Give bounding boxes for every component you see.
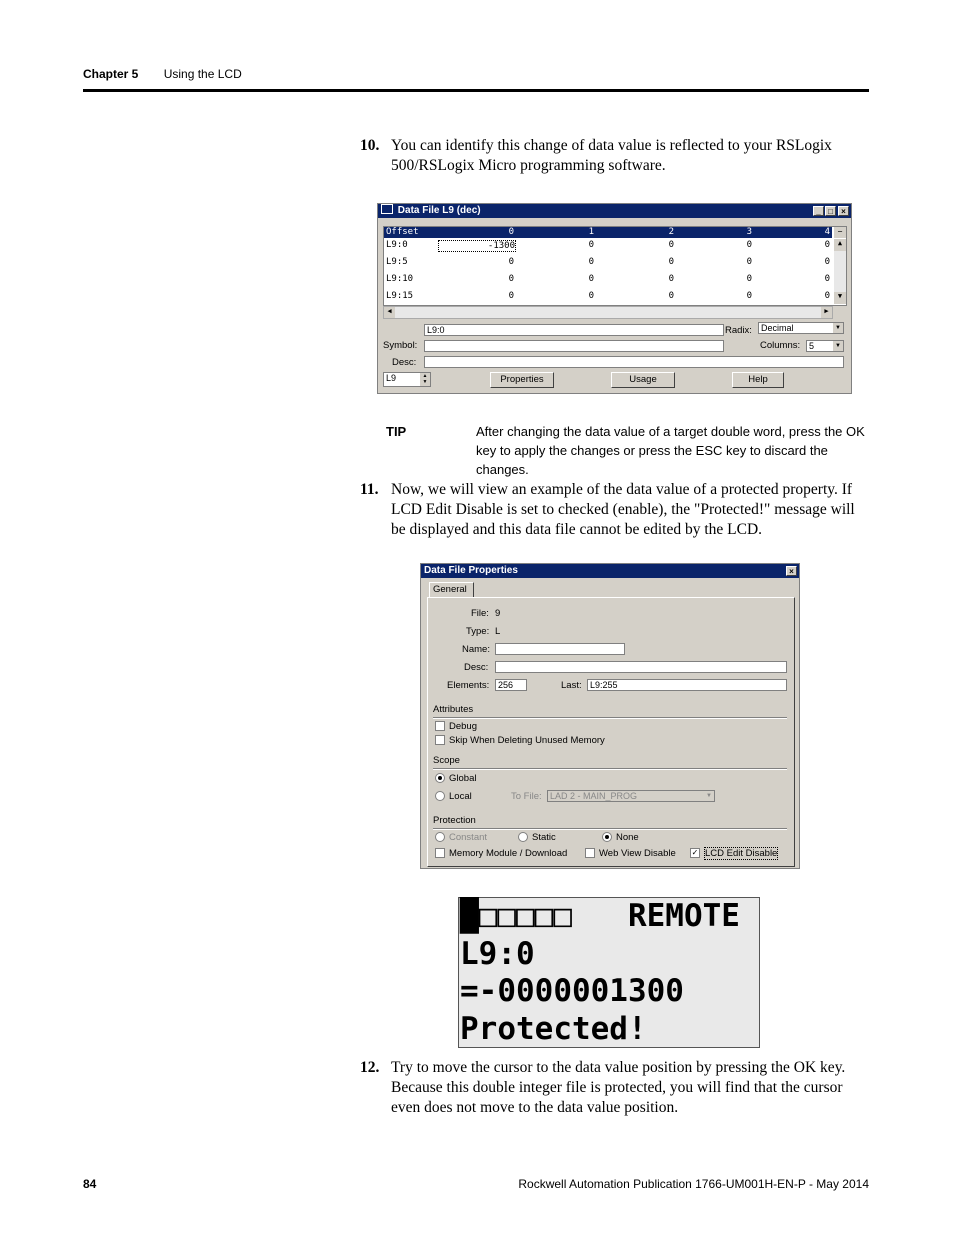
attributes-section-label: Attributes bbox=[433, 704, 474, 715]
radio-icon bbox=[435, 832, 445, 842]
data-grid bbox=[383, 226, 847, 306]
selected-cell[interactable]: -1300 bbox=[438, 240, 516, 252]
grid-cell[interactable]: 0 bbox=[588, 291, 594, 301]
data-file-window bbox=[377, 203, 852, 394]
checkbox-icon bbox=[585, 848, 595, 858]
to-file-select bbox=[547, 790, 715, 802]
maximize-icon[interactable]: □ bbox=[825, 206, 836, 216]
checkbox-icon bbox=[435, 848, 445, 858]
tab-general[interactable]: General bbox=[429, 582, 474, 597]
web-view-label: Web View Disable bbox=[599, 848, 676, 859]
lcd-edit-disable-checkbox[interactable] bbox=[690, 848, 778, 859]
grid-cell[interactable]: 0 bbox=[668, 274, 674, 284]
step-11 bbox=[360, 480, 872, 540]
table-row bbox=[384, 274, 832, 290]
grid-header-cell: 1 bbox=[588, 227, 594, 237]
elements-label: Elements: bbox=[447, 680, 490, 691]
grid-cell[interactable]: 0 bbox=[508, 257, 514, 267]
grid-cell[interactable]: 0 bbox=[824, 240, 830, 250]
lcd-edit-label: LCD Edit Disable bbox=[705, 848, 778, 859]
radix-label: Radix: bbox=[725, 325, 752, 336]
window-title: Data File L9 (dec) bbox=[397, 205, 481, 216]
step-number: 12. bbox=[360, 1059, 380, 1076]
to-file-value: LAD 2 - MAIN_PROG bbox=[550, 791, 638, 801]
skip-label: Skip When Deleting Unused Memory bbox=[449, 735, 605, 746]
running-header bbox=[83, 67, 242, 81]
grid-cell[interactable]: 0 bbox=[746, 240, 752, 250]
memory-module-label: Memory Module / Download bbox=[449, 848, 568, 859]
file-label: File: bbox=[471, 608, 489, 619]
name-label: Name: bbox=[462, 644, 490, 655]
scope-section-label: Scope bbox=[433, 755, 460, 766]
radio-icon bbox=[518, 832, 528, 842]
chevron-down-icon[interactable]: ▼ bbox=[833, 323, 843, 333]
global-label: Global bbox=[449, 773, 477, 784]
scroll-right-icon[interactable]: ▶ bbox=[821, 307, 832, 318]
desc-field[interactable] bbox=[495, 661, 787, 673]
columns-value: 5 bbox=[809, 341, 815, 351]
vertical-scrollbar[interactable] bbox=[834, 239, 846, 304]
grid-cell[interactable]: 0 bbox=[508, 274, 514, 284]
address-field[interactable]: L9:0 bbox=[424, 324, 724, 336]
publication-info: Rockwell Automation Publication 1766-UM001H-EN-P - May 2014 bbox=[518, 1177, 869, 1191]
row-address: L9:15 bbox=[386, 291, 414, 301]
grid-header-row bbox=[384, 227, 832, 238]
tab-panel bbox=[427, 597, 795, 867]
tip-label: TIP bbox=[386, 424, 407, 439]
lcd-line-1: █□□□□□ REMOTE bbox=[460, 898, 740, 934]
scroll-up-icon[interactable]: ▲ bbox=[834, 239, 846, 251]
grid-cell[interactable]: 0 bbox=[588, 274, 594, 284]
column-split-icon[interactable]: − bbox=[834, 227, 846, 238]
data-file-properties-window bbox=[420, 563, 800, 869]
properties-titlebar bbox=[421, 564, 799, 578]
grid-header-cell: 2 bbox=[668, 227, 674, 237]
grid-cell[interactable]: 0 bbox=[824, 257, 830, 267]
chevron-down-icon[interactable]: ▼ bbox=[833, 341, 843, 351]
step-10 bbox=[360, 136, 872, 176]
grid-cell[interactable]: 0 bbox=[746, 291, 752, 301]
columns-label: Columns: bbox=[760, 340, 801, 351]
window-icon bbox=[381, 204, 393, 214]
section-divider bbox=[433, 717, 787, 719]
close-icon[interactable]: × bbox=[838, 206, 849, 216]
type-value: L bbox=[495, 626, 501, 637]
grid-cell[interactable]: 0 bbox=[668, 291, 674, 301]
radio-selected-icon bbox=[602, 832, 612, 842]
global-radio[interactable] bbox=[435, 773, 476, 784]
section-divider bbox=[433, 828, 787, 830]
grid-cell[interactable]: 0 bbox=[588, 257, 594, 267]
table-row bbox=[384, 257, 832, 273]
local-label: Local bbox=[449, 791, 472, 802]
last-label: Last: bbox=[561, 680, 582, 691]
step-12 bbox=[360, 1058, 872, 1118]
checkmark-icon: ✓ bbox=[691, 848, 699, 858]
lcd-line-2: L9:0 bbox=[460, 935, 535, 972]
type-label: Type: bbox=[466, 626, 490, 637]
last-field: L9:255 bbox=[587, 679, 787, 691]
protection-section-label: Protection bbox=[433, 815, 476, 826]
close-icon[interactable]: × bbox=[786, 566, 797, 576]
scroll-left-icon[interactable]: ◀ bbox=[384, 307, 395, 318]
step-number: 11. bbox=[360, 481, 379, 498]
step-text: Now, we will view an example of the data value of a protected property. If LCD Edit Disable is set to checked (enable), the "Protected!" message will be displayed and this data file cannot be edited by the LCD. bbox=[391, 481, 855, 538]
minimize-icon[interactable]: _ bbox=[813, 206, 824, 216]
none-radio[interactable] bbox=[602, 832, 639, 843]
elements-field[interactable]: 256 bbox=[495, 679, 527, 691]
desc-field[interactable] bbox=[424, 356, 844, 368]
table-row bbox=[384, 291, 832, 307]
debug-label: Debug bbox=[449, 721, 477, 732]
step-number: 10. bbox=[360, 137, 380, 154]
row-address: L9:0 bbox=[386, 240, 408, 250]
tip-text: After changing the data value of a target double word, press the OK key to apply the changes or press the ESC key to discard the changes. bbox=[476, 424, 865, 477]
lcd-line-3: =-0000001300 bbox=[460, 973, 684, 1009]
debug-checkbox[interactable] bbox=[435, 721, 477, 732]
grid-cell[interactable]: 0 bbox=[508, 291, 514, 301]
static-radio[interactable] bbox=[518, 832, 556, 843]
radio-icon bbox=[435, 791, 445, 801]
scroll-down-icon[interactable]: ▼ bbox=[834, 292, 846, 304]
symbol-field[interactable] bbox=[424, 340, 724, 352]
name-field[interactable] bbox=[495, 643, 625, 655]
grid-header-cell: 0 bbox=[508, 227, 514, 237]
table-row bbox=[384, 240, 832, 256]
grid-header-cell: 4 bbox=[824, 227, 830, 237]
section-divider bbox=[433, 768, 787, 770]
window-title: Data File Properties bbox=[424, 565, 518, 576]
properties-button[interactable]: Properties bbox=[490, 372, 554, 388]
chapter-title: Using the LCD bbox=[163, 67, 242, 81]
checkbox-icon bbox=[435, 735, 445, 745]
radix-value: Decimal bbox=[761, 323, 794, 333]
chapter-label: Chapter 5 bbox=[83, 67, 139, 81]
step-text: You can identify this change of data value is reflected to your RSLogix 500/RSLogix Micro programming software. bbox=[391, 137, 832, 174]
desc-label: Desc: bbox=[392, 357, 417, 368]
help-button[interactable]: Help bbox=[732, 372, 784, 388]
lcd-line-4: Protected! bbox=[460, 1010, 647, 1047]
lcd-display bbox=[458, 897, 760, 1048]
row-address: L9:5 bbox=[386, 257, 408, 267]
skip-checkbox[interactable] bbox=[435, 735, 605, 746]
step-text: Try to move the cursor to the data value position by pressing the OK key. Because this double integer file is protected, you will find that the cursor even does not move to the data value position. bbox=[391, 1059, 846, 1116]
grid-header-cell: 3 bbox=[746, 227, 752, 237]
grid-cell[interactable]: 0 bbox=[588, 240, 594, 250]
data-file-titlebar bbox=[378, 204, 851, 218]
spin-value: L9 bbox=[386, 373, 397, 383]
none-label: None bbox=[616, 832, 639, 843]
constant-label: Constant bbox=[449, 832, 488, 843]
spinner-icon[interactable]: ▲ ▼ bbox=[420, 373, 430, 386]
grid-cell[interactable]: 0 bbox=[746, 257, 752, 267]
file-spin-field[interactable] bbox=[383, 372, 431, 387]
constant-radio bbox=[435, 832, 487, 843]
row-address: L9:10 bbox=[386, 274, 414, 284]
horizontal-scrollbar[interactable] bbox=[383, 306, 833, 319]
symbol-label: Symbol: bbox=[383, 340, 418, 351]
grid-cell[interactable]: 0 bbox=[746, 274, 752, 284]
grid-cell[interactable]: 0 bbox=[824, 274, 830, 284]
web-view-checkbox[interactable] bbox=[585, 848, 676, 859]
columns-select[interactable] bbox=[806, 340, 844, 352]
header-rule bbox=[83, 89, 869, 92]
grid-cell[interactable]: 0 bbox=[824, 291, 830, 301]
memory-module-checkbox[interactable] bbox=[435, 848, 567, 859]
usage-button[interactable]: Usage bbox=[611, 372, 675, 388]
radix-select[interactable] bbox=[758, 322, 844, 334]
chevron-down-icon: ▼ bbox=[706, 793, 712, 799]
grid-header-cell: Offset bbox=[386, 227, 419, 237]
grid-cell[interactable]: 0 bbox=[668, 240, 674, 250]
to-file-label: To File: bbox=[511, 791, 542, 802]
page-number: 84 bbox=[83, 1177, 97, 1191]
checkbox-icon bbox=[435, 721, 445, 731]
static-label: Static bbox=[532, 832, 556, 843]
radio-selected-icon bbox=[435, 773, 445, 783]
desc-label: Desc: bbox=[464, 662, 489, 673]
local-radio[interactable] bbox=[435, 791, 472, 802]
file-value: 9 bbox=[495, 608, 501, 619]
grid-cell[interactable]: 0 bbox=[668, 257, 674, 267]
